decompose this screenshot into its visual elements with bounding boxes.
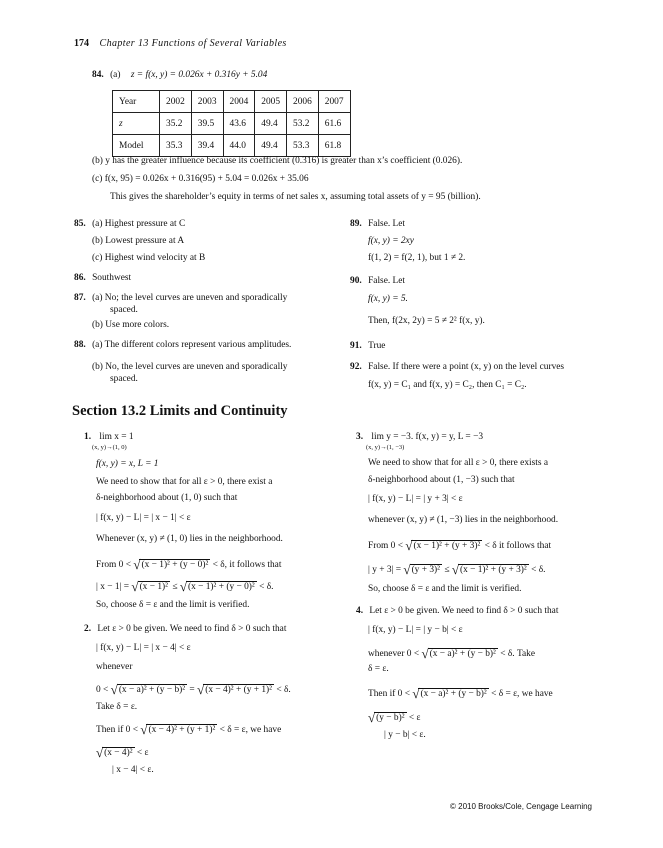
equation: | x − 4| < ε. — [112, 765, 154, 775]
radicand: (x − 1)² + (y + 3)² — [413, 541, 481, 551]
table-row — [113, 135, 351, 157]
text: = — [189, 685, 195, 695]
equation — [368, 686, 553, 702]
section-title: Section 13.2 Limits and Continuity — [72, 403, 288, 419]
table-cell: 2002 — [160, 91, 192, 113]
equation — [368, 562, 546, 578]
sqrt-icon: √ — [179, 579, 187, 594]
equation: f(x, y) = 5. — [368, 294, 408, 304]
data-table — [112, 90, 351, 157]
sqrt-icon: √ — [96, 745, 104, 760]
table-cell: Year — [113, 91, 160, 113]
sqrt-icon: √ — [133, 557, 141, 572]
answer: False. Let — [368, 276, 406, 286]
text: 0 < — [96, 685, 109, 695]
table-cell: 53.2 — [287, 113, 319, 135]
table-cell: 61.8 — [318, 135, 350, 157]
equation — [368, 538, 551, 554]
equation: | f(x, y) − L| = | y − b| < ε — [368, 625, 463, 635]
text: < ε — [408, 713, 421, 723]
table-cell: 39.4 — [191, 135, 223, 157]
limit-expression: lim y = −3. f(x, y) = y, L = −3 — [371, 432, 484, 442]
equation — [368, 646, 535, 662]
problem-number: 90. — [350, 276, 362, 286]
problem-89 — [350, 219, 405, 229]
sqrt-icon: √ — [110, 682, 118, 697]
problem-84-c-note: This gives the shareholder’s equity in terms of net sales x, assuming total assets of y = 95 (billion). — [110, 192, 481, 202]
table-cell: 2004 — [223, 91, 255, 113]
text: Then if 0 < — [368, 689, 410, 699]
problem-number: 87. — [74, 293, 86, 303]
text: < δ. — [531, 565, 546, 575]
problem-92 — [350, 362, 564, 372]
text: ≤ — [172, 582, 178, 592]
radicand: (x − a)² + (y − b)² — [420, 689, 487, 699]
radicand: (x − 1)² + (y − 0)² — [187, 582, 255, 592]
radicand: (x − 4)² + (y + 1)² — [205, 685, 272, 695]
radicand: (x − a)² + (y − b)² — [429, 649, 496, 659]
table-cell: 61.6 — [318, 113, 350, 135]
problem-88 — [74, 340, 291, 350]
problem-85-b: (b) Lowest pressure at A — [92, 236, 185, 246]
equation — [96, 682, 291, 698]
page-header — [74, 38, 287, 49]
sqrt-icon: √ — [368, 710, 376, 725]
table-cell: 39.5 — [191, 113, 223, 135]
text: From 0 < — [368, 541, 403, 551]
text: < δ. — [259, 582, 274, 592]
equation — [96, 745, 148, 761]
problem-84-a — [92, 70, 267, 80]
equation: | f(x, y) − L| = | x − 4| < ε — [96, 643, 191, 653]
problem-87 — [74, 293, 287, 303]
limit-subscript: (x, y)→(1, −3) — [366, 444, 405, 451]
problem-87-b: (b) Use more colors. — [92, 320, 170, 330]
problem-number: 88. — [74, 340, 86, 350]
table-cell: 44.0 — [223, 135, 255, 157]
answer: True — [368, 341, 386, 351]
problem-84-b: (b) y has the greater influence because its coefficient (0.316) is greater than x’s coefficient (0.026). — [92, 156, 463, 166]
table-cell: 2006 — [287, 91, 319, 113]
problem-number: 86. — [74, 273, 86, 283]
exercise-3 — [356, 432, 483, 442]
equation: | f(x, y) − L| = | x − 1| < ε — [96, 513, 191, 523]
problem-number: 2. — [84, 624, 92, 634]
problem-number: 91. — [350, 341, 362, 351]
equation — [368, 710, 420, 726]
problem-84-c: (c) f(x, 95) = 0.026x + 0.316(95) + 5.04 = 0.026x + 35.06 — [92, 174, 309, 184]
text: Let ε > 0 be given. We need to find δ > 0 such that — [369, 606, 559, 616]
table-cell: 49.4 — [255, 135, 287, 157]
limit-expression: lim x = 1 — [99, 432, 134, 442]
text: | y + 3| = — [368, 565, 402, 575]
problem-87-a-cont: spaced. — [110, 305, 138, 315]
part-a: (a) Highest pressure at C — [92, 219, 186, 229]
radicand: (x − 1)² + (y + 3)² — [459, 565, 527, 575]
equation: z = f(x, y) = 0.026x + 0.316y + 5.04 — [130, 70, 268, 80]
table-cell: 2005 — [255, 91, 287, 113]
chapter-title: Chapter 13 Functions of Several Variables — [99, 38, 287, 49]
text-line: We need to show that for all ε > 0, there exists a — [368, 458, 549, 468]
radicand: (x − 4)² + (y + 1)² — [148, 725, 216, 735]
radicand: (x − 1)² + (y − 0)² — [141, 560, 209, 570]
equation: | f(x, y) − L| = | y + 3| < ε — [368, 494, 463, 504]
radicand: (y + 3)² — [411, 565, 440, 575]
text: ≤ — [444, 565, 450, 575]
problem-number: 92. — [350, 362, 362, 372]
sqrt-icon: √ — [131, 579, 139, 594]
copyright: © 2010 Brooks/Cole, Cengage Learning — [450, 802, 592, 811]
table-cell: 2007 — [318, 91, 350, 113]
sqrt-icon: √ — [405, 538, 413, 553]
sqrt-icon: √ — [403, 562, 411, 577]
text: Let ε > 0 be given. We need to find δ > 0 such that — [97, 624, 287, 634]
equation: | y − b| < ε. — [384, 730, 426, 740]
text: < δ, it follows that — [212, 560, 282, 570]
text: < ε — [136, 748, 149, 758]
text-line: So, choose δ = ε and the limit is verified. — [368, 584, 522, 594]
text: < δ = ε, we have — [219, 725, 282, 735]
equation — [96, 557, 281, 573]
table-cell: 53.3 — [287, 135, 319, 157]
exercise-1 — [84, 432, 134, 442]
problem-number: 1. — [84, 432, 92, 442]
text: < δ. Take — [500, 649, 536, 659]
problem-number: 84. — [92, 70, 104, 80]
equation — [96, 579, 274, 595]
sqrt-icon: √ — [412, 686, 420, 701]
table-cell: Model — [113, 135, 160, 157]
text: whenever 0 < — [368, 649, 420, 659]
answer: False. If there were a point (x, y) on the level curves — [368, 362, 565, 372]
sqrt-icon: √ — [140, 722, 148, 737]
text-line: Take δ = ε. — [96, 702, 138, 712]
radicand: (x − 4)² — [104, 748, 133, 758]
page-number: 174 — [74, 38, 89, 49]
text-line: whenever (x, y) ≠ (1, −3) lies in the neighborhood. — [368, 515, 559, 525]
table-cell: 35.2 — [160, 113, 192, 135]
part-a: (a) The different colors represent various amplitudes. — [92, 340, 292, 350]
problem-number: 4. — [356, 606, 364, 616]
text: | x − 1| = — [96, 582, 130, 592]
equation: f(x, y) = C₁ and f(x, y) = C₂, then C₁ = C₂. — [368, 380, 527, 390]
problem-86 — [74, 273, 131, 283]
text-line: Whenever (x, y) ≠ (1, 0) lies in the neighborhood. — [96, 534, 283, 544]
table-cell: 43.6 — [223, 113, 255, 135]
sqrt-icon: √ — [451, 562, 459, 577]
exercise-2 — [84, 624, 286, 634]
problem-85-c: (c) Highest wind velocity at B — [92, 253, 206, 263]
problem-number: 85. — [74, 219, 86, 229]
problem-number: 89. — [350, 219, 362, 229]
equation: f(x, y) = 2xy — [368, 236, 414, 246]
text: < δ it follows that — [484, 541, 552, 551]
radicand: (y − b)² — [376, 713, 405, 723]
equation: f(1, 2) = f(2, 1), but 1 ≠ 2. — [368, 253, 466, 263]
part-a: (a) No; the level curves are uneven and sporadically — [92, 293, 288, 303]
problem-88-b: (b) No, the level curves are uneven and sporadically — [92, 362, 288, 372]
text: Then if 0 < — [96, 725, 138, 735]
text: < δ = ε, we have — [491, 689, 553, 699]
problem-number: 3. — [356, 432, 364, 442]
equation: Then, f(2x, 2y) = 5 ≠ 2² f(x, y). — [368, 316, 485, 326]
limit-subscript: (x, y)→(1, 0) — [92, 444, 127, 451]
text-line: We need to show that for all ε > 0, there exist a — [96, 477, 273, 487]
table-cell: 2003 — [191, 91, 223, 113]
equation — [96, 722, 281, 738]
radicand: (x − 1)² — [139, 582, 168, 592]
table-cell: z — [113, 113, 160, 135]
problem-90 — [350, 276, 405, 286]
table-cell: 35.3 — [160, 135, 192, 157]
table-row — [113, 113, 351, 135]
sqrt-icon: √ — [197, 682, 205, 697]
problem-85 — [74, 219, 185, 229]
text-line: So, choose δ = ε and the limit is verified. — [96, 600, 250, 610]
exercise-4 — [356, 606, 558, 616]
sqrt-icon: √ — [421, 646, 429, 661]
answer: False. Let — [368, 219, 406, 229]
text: From 0 < — [96, 560, 131, 570]
text-line: whenever — [96, 662, 133, 672]
table-cell: 49.4 — [255, 113, 287, 135]
table-row — [113, 91, 351, 113]
answer: Southwest — [92, 273, 132, 283]
text-line: δ-neighborhood about (1, 0) such that — [96, 493, 238, 503]
equation: f(x, y) = x, L = 1 — [96, 459, 159, 469]
text: < δ. — [276, 685, 291, 695]
part-label: (a) — [110, 70, 121, 80]
problem-91 — [350, 341, 385, 351]
problem-88-b-cont: spaced. — [110, 374, 138, 384]
equation: δ = ε. — [368, 664, 389, 674]
radicand: (x − a)² + (y − b)² — [118, 685, 186, 695]
text-line: δ-neighborhood about (1, −3) such that — [368, 475, 515, 485]
